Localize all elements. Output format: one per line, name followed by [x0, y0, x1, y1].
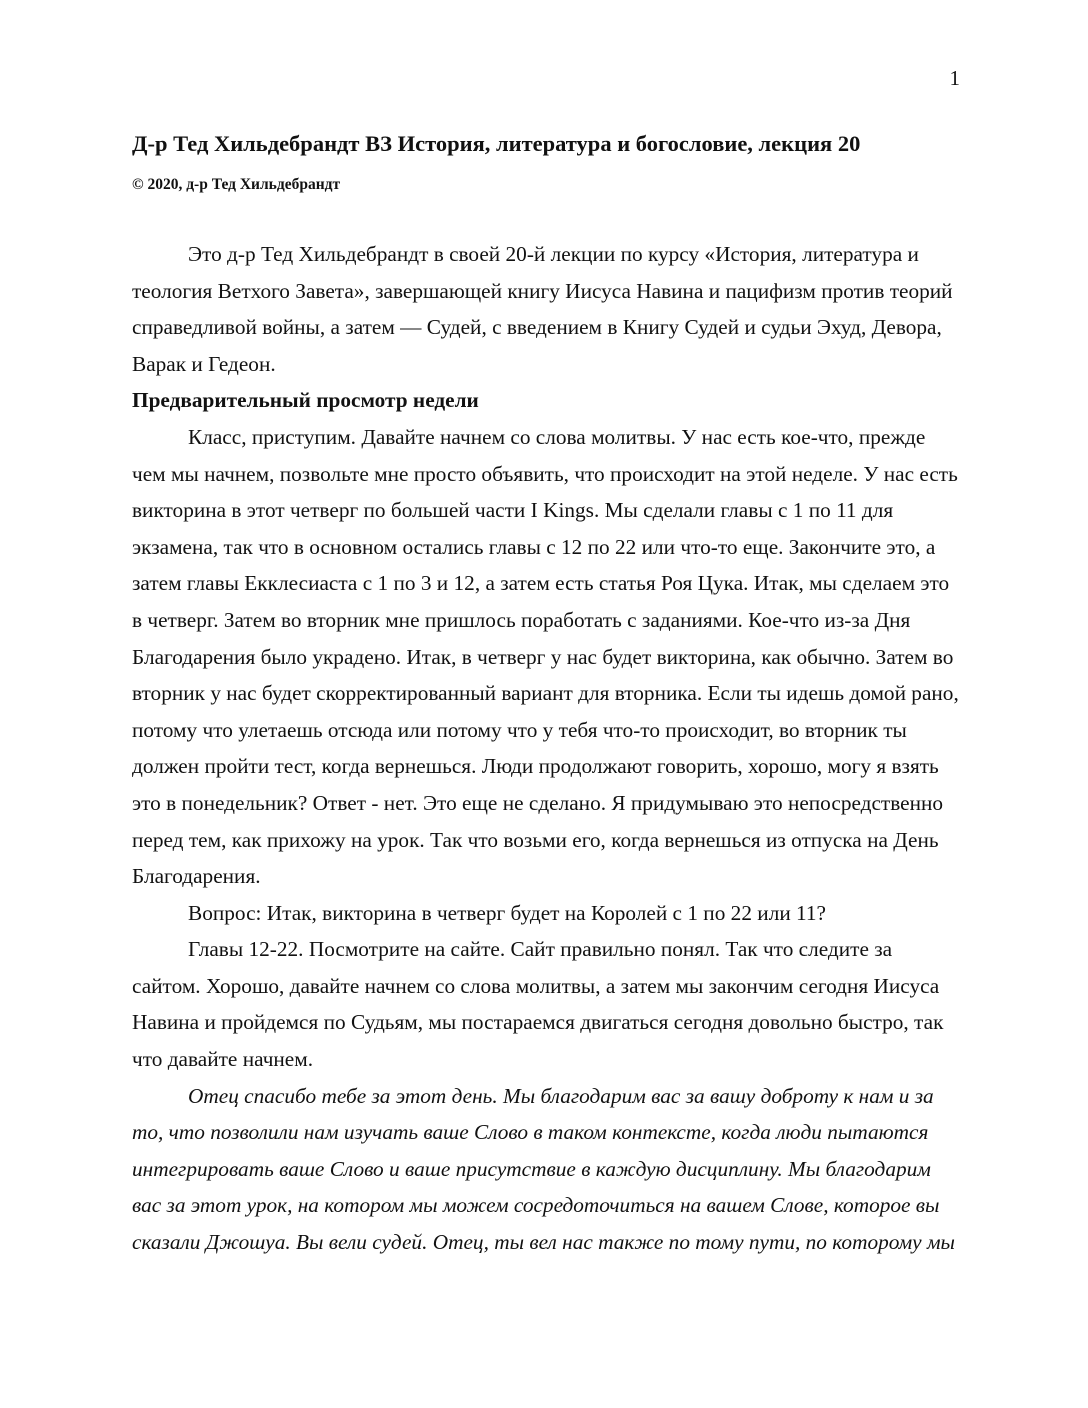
document-title: Д-р Тед Хильдебрандт ВЗ История, литература и богословие, лекция 20 — [132, 131, 861, 156]
answer-paragraph: Главы 12-22. Посмотрите на сайте. Сайт правильно понял. Так что следите за сайтом. Хорошо, давайте начнем со слова молитвы, а затем мы закончим сегодня Иисуса Навина и пройдемся по Судьям, мы постараемся двигаться сегодня довольно быстро, так что давайте начнем. — [132, 937, 944, 1072]
section-heading: Предварительный просмотр недели — [132, 388, 479, 413]
question-paragraph: Вопрос: Итак, викторина в четверг будет на Королей с 1 по 22 или 11? — [188, 900, 827, 925]
body-paragraph: Класс, приступим. Давайте начнем со слова молитвы. У нас есть кое-что, прежде чем мы начнем, позвольте мне просто объявить, что происходит на этой неделе. У нас есть викторина в этот четверг по большей части I Kings. Мы сделали главы с 1 по 11 для экзамена, так что в основном остались главы с 12 по 22 или что-то еще. Закончите это, а затем главы Екклесиаста с 1 по 3 и 12, а затем есть статья Роя Цука. Итак, мы сделаем это в четверг. Затем во вторник мне пришлось поработать с заданиями. Кое-что из-за Дня Благодарения было украдено. Итак, в четверг у нас будет викторина, как обычно. Затем во вторник у нас будет скорректированный вариант для вторника. Если ты идешь домой рано, потому что улетаешь отсюда или потому что у тебя что-то происходит, во вторник ты должен пройти тест, когда вернешься. Люди продолжают говорить, хорошо, могу я взять это в понедельник? Ответ - нет. Это еще не сделано. Я придумываю это непосредственно перед тем, как прихожу на урок. Так что возьми его, когда вернешься из отпуска на День Благодарения. — [132, 424, 959, 889]
page-number: 1 — [949, 66, 960, 90]
copyright-line: © 2020, д-р Тед Хильдебрандт — [132, 176, 341, 193]
prayer-paragraph: Отец спасибо тебе за этот день. Мы благодарим вас за вашу доброту к нам и за то, что позволили нам изучать ваше Слово в таком контексте, когда люди пытаются интегрировать ваше Слово и ваше присутствие в каждую дисциплину. Мы благодарим вас за этот урок, на котором мы можем сосредоточиться на вашем Слове, которое вы сказали Джошуа. Вы вели судей. Отец, ты вел нас также по тому пути, по которому мы — [132, 1083, 955, 1255]
intro-paragraph: Это д-р Тед Хильдебрандт в своей 20-й лекции по курсу «История, литература и теология Ветхого Завета», завершающей книгу Иисуса Навина и пацифизм против теорий справедливой войны, а затем — Судей, с введением в Книгу Судей и судьи Эхуд, Девора, Варак и Гедеон. — [132, 242, 953, 376]
document-body — [132, 236, 964, 1261]
